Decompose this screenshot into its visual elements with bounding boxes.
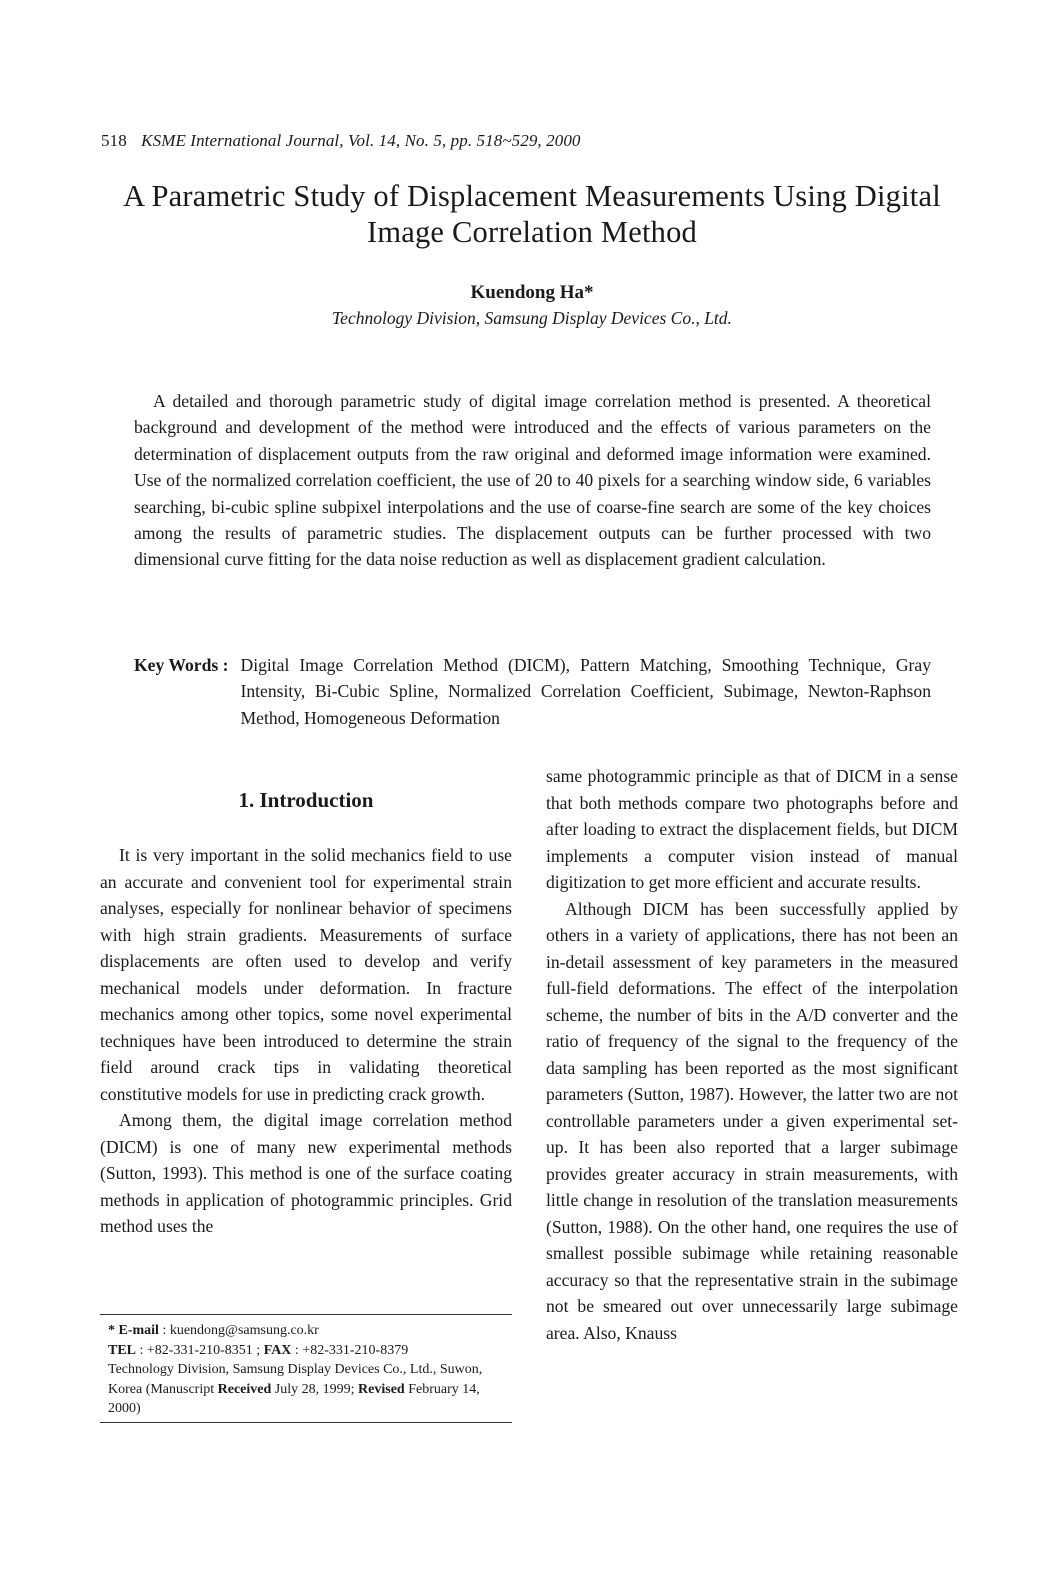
received-value: July 28, 1999; xyxy=(274,1381,355,1397)
footnote-email-line xyxy=(108,1321,510,1341)
section-heading-introduction: 1. Introduction xyxy=(238,788,374,812)
paragraph: Although DICM has been successfully applied by others in a variety of applications, there has not been an in-detail assessment of key parameters in the measured full-field deformations. The effect of the interpolation scheme, the number of bits in the A/D converter and the ratio of frequency of the signal to the frequency of the data sampling has been reported as the most significant parameters (Sutton, 1987). However, the latter two are not controllable parameters under a given experimental set-up. It has been also reported that a larger subimage provides greater accuracy in strain measurements, with little change in resolution of the translation measurements (Sutton, 1988). On the other hand, one requires the use of smallest possible subimage while retaining reasonable accuracy so that the representative strain in the subimage not be smeared out over unnecessarily large subimage area. Also, Knauss xyxy=(546,898,958,1343)
fax-value: : +82-331-210-8379 xyxy=(294,1342,409,1358)
received-label: Received xyxy=(217,1381,272,1397)
footnote-address xyxy=(108,1360,510,1419)
footnote-divider xyxy=(100,1314,512,1315)
address-text: Technology Division, Samsung Display Devices Co., Ltd., Suwon, Korea (Manuscript xyxy=(108,1362,483,1397)
page-number: 518 xyxy=(101,131,127,150)
footnote-phone-line xyxy=(108,1341,510,1361)
paragraph: Among them, the digital image correlation method (DICM) is one of many new experimental methods (Sutton, 1993). This method is one of the surface coating methods in application of photogrammic principles. Grid method uses the xyxy=(100,1110,512,1236)
keywords xyxy=(134,652,931,731)
author-name: Kuendong Ha* xyxy=(470,282,594,303)
abstract: A detailed and thorough parametric study of digital image correlation method is presented. A theoretical background and development of the method were introduced and the effects of various parameters on the determination of displacement outputs from the raw original and deformed image information were examined. Use of the normalized correlation coefficient, the use of 20 to 40 pixels for a searching window side, 6 variables searching, bi-cubic spline subpixel interpolations and the use of coarse-fine search are some of the key choices among the results of parametric studies. The displacement outputs can be further processed with two dimensional curve fitting for the data noise reduction as well as displacement gradient calculation. xyxy=(134,391,931,570)
revised-value: February 14, 2000) xyxy=(108,1381,480,1416)
paragraph: It is very important in the solid mechanics field to use an accurate and convenient tool for experimental strain analyses, especially for nonlinear behavior of specimens with high strain gradients. Measurements of surface displacements are often used to develop and verify mechanical models under deformation. In fracture mechanics among other topics, some novel experimental techniques have been introduced to determine the strain field around crack tips in validating theoretical constitutive models for use in predicting crack growth. xyxy=(100,845,512,1104)
fax-label: FAX xyxy=(263,1342,292,1358)
revised-label: Revised xyxy=(358,1381,405,1397)
paper-title xyxy=(60,178,1004,250)
journal-citation: KSME International Journal, Vol. 14, No. 5, pp. 518~529, 2000 xyxy=(141,131,581,150)
left-column xyxy=(100,842,512,1240)
running-head xyxy=(101,131,581,151)
title-line-1: A Parametric Study of Displacement Measurements Using Digital xyxy=(123,179,941,213)
keywords-label: Key Words : xyxy=(134,655,229,675)
email-value: : kuendong@samsung.co.kr xyxy=(162,1323,319,1338)
tel-value: : +82-331-210-8351 ; xyxy=(139,1342,261,1358)
footnote-bottom-divider xyxy=(100,1422,512,1423)
footnote xyxy=(108,1321,510,1419)
paragraph-continued: same photogrammic principle as that of DICM in a sense that both methods compare two photographs before and after loading to extract the displacement fields, but DICM implements a computer vision instead of manual digitization to get more efficient and accurate results. xyxy=(546,766,958,892)
title-line-2: Image Correlation Method xyxy=(366,215,698,249)
keywords-text: Digital Image Correlation Method (DICM), Pattern Matching, Smoothing Technique, Gray Intensity, Bi-Cubic Spline, Normalized Correlation Coefficient, Subimage, Newton-Raphson Method, Homogeneous Deformation xyxy=(240,655,931,728)
right-column xyxy=(546,763,958,1346)
author-affiliation: Technology Division, Samsung Display Devices Co., Ltd. xyxy=(332,308,732,328)
email-label: * E-mail xyxy=(108,1323,159,1338)
tel-label: TEL xyxy=(108,1342,137,1358)
